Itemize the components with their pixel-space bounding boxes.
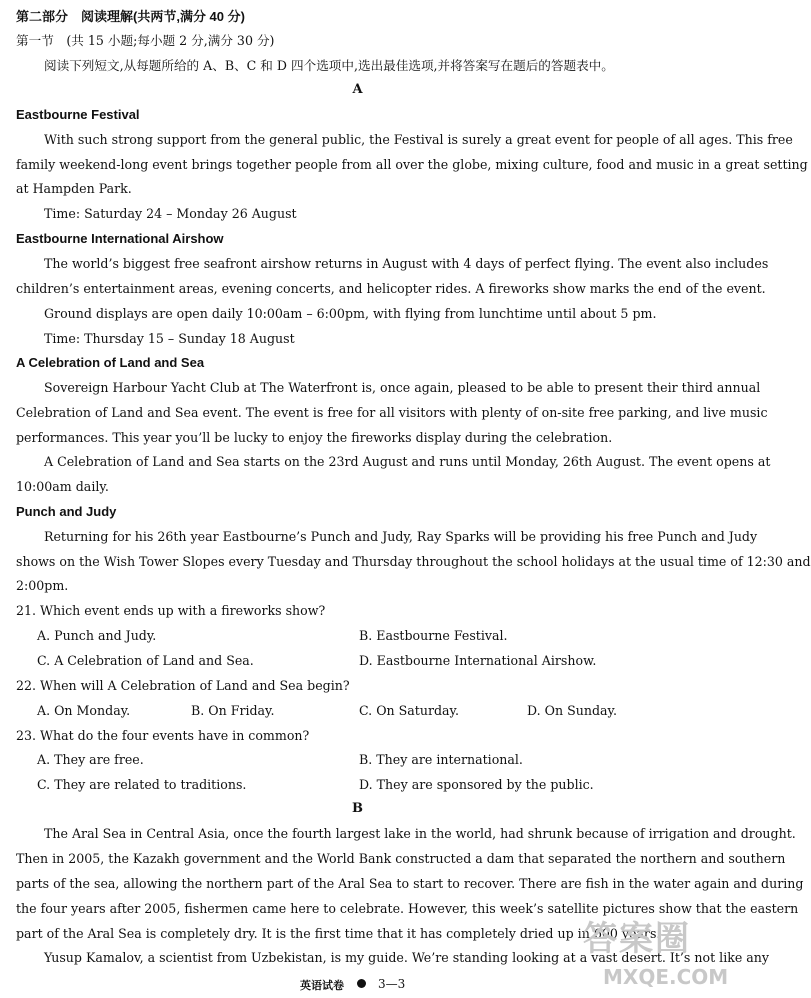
event-title: Punch and Judy bbox=[16, 504, 117, 519]
paragraph-line: Yusup Kamalov, a scientist from Uzbekistan, is my guide. We’re standing looking at a vast desert. It’s not like any bbox=[44, 950, 770, 965]
paragraph-line: family weekend-long event brings together people from all over the globe, mixing culture, food and music in a great setting bbox=[16, 157, 808, 172]
answer-option: A. They are free. bbox=[37, 752, 144, 767]
answer-option: A. Punch and Judy. bbox=[37, 628, 157, 643]
paragraph-line: parts of the sea, allowing the northern part of the Aral Sea to start to recover. There are fish in the water again and during bbox=[16, 876, 804, 891]
answer-option: C. They are related to traditions. bbox=[37, 777, 247, 792]
event-title: Eastbourne Festival bbox=[16, 107, 140, 122]
event-title: A Celebration of Land and Sea bbox=[16, 355, 205, 370]
answer-option: C. On Saturday. bbox=[359, 703, 459, 718]
paragraph-line: part of the Aral Sea is completely dry. It is the first time that it has completely dried up in 600 years. bbox=[16, 926, 661, 941]
paragraph-line: the four years after 2005, fishermen came here to celebrate. However, this week’s satellite pictures show that the eastern bbox=[16, 901, 799, 916]
paragraph-line: Sovereign Harbour Yacht Club at The Waterfront is, once again, pleased to be able to present their third annual bbox=[44, 380, 761, 395]
paragraph-line: 10:00am daily. bbox=[16, 479, 109, 494]
answer-option: D. They are sponsored by the public. bbox=[359, 777, 594, 792]
paragraph-line: 2:00pm. bbox=[16, 578, 69, 593]
passage-b-label: B bbox=[352, 801, 363, 816]
answer-option: B. Eastbourne Festival. bbox=[359, 628, 508, 643]
event-title: Eastbourne International Airshow bbox=[16, 231, 224, 246]
paragraph-line: shows on the Wish Tower Slopes every Tuesday and Thursday throughout the school holidays at the usual time of 12:30 and bbox=[16, 554, 811, 569]
passage-a-label: A bbox=[352, 82, 363, 97]
paragraph-line: performances. This year you’ll be lucky to enjoy the fireworks display during the celebration. bbox=[16, 430, 613, 445]
paragraph-line: Ground displays are open daily 10:00am – 6:00pm, with flying from lunchtime until about 5 pm. bbox=[44, 306, 657, 321]
event-time: Time: Saturday 24 – Monday 26 August bbox=[44, 206, 297, 221]
answer-option: D. On Sunday. bbox=[527, 703, 617, 718]
watermark-text: 答案圈 bbox=[583, 919, 691, 959]
answer-option: B. They are international. bbox=[359, 752, 523, 767]
paragraph-line: children’s entertainment areas, evening concerts, and helicopter rides. A fireworks show marks the end of the event. bbox=[16, 281, 766, 296]
question-stem: 23. What do the four events have in common? bbox=[16, 728, 310, 743]
section-heading: 第一节 (共 15 小题;每小题 2 分,满分 30 分) bbox=[16, 33, 275, 48]
paragraph-line: Then in 2005, the Kazakh government and the World Bank constructed a dam that separated the northern and southern bbox=[16, 851, 786, 866]
question-stem: 22. When will A Celebration of Land and Sea begin? bbox=[16, 678, 350, 693]
page-number: 3—3 bbox=[378, 977, 406, 991]
paragraph-line: at Hampden Park. bbox=[16, 181, 132, 196]
paragraph-line: Returning for his 26th year Eastbourne’s Punch and Judy, Ray Sparks will be providing his free Punch and Judy bbox=[44, 529, 758, 544]
paragraph-line: The Aral Sea in Central Asia, once the fourth largest lake in the world, had shrunk because of irrigation and drought. bbox=[44, 826, 796, 841]
answer-option: A. On Monday. bbox=[37, 703, 131, 718]
event-time: Time: Thursday 15 – Sunday 18 August bbox=[44, 331, 295, 346]
answer-option: B. On Friday. bbox=[191, 703, 275, 718]
paragraph-line: A Celebration of Land and Sea starts on the 23rd August and runs until Monday, 26th August. The event opens at bbox=[44, 454, 771, 469]
watermark-site: MXQE.COM bbox=[603, 965, 729, 989]
instruction: 阅读下列短文,从每题所给的 A、B、C 和 D 四个选项中,选出最佳选项,并将答案写在题后的答题表中。 bbox=[44, 58, 614, 73]
paragraph-line: Celebration of Land and Sea event. The event is free for all visitors with plenty of on-site free parking, and live music bbox=[16, 405, 768, 420]
paragraph-line: The world’s biggest free seafront airshow returns in August with 4 days of perfect flying. The event also includes bbox=[44, 256, 769, 271]
footer-title: 英语试卷 bbox=[300, 980, 344, 992]
paragraph-line: With such strong support from the general public, the Festival is surely a great event for people of all ages. This free bbox=[44, 132, 793, 147]
footer-dot-icon bbox=[357, 979, 366, 988]
question-stem: 21. Which event ends up with a fireworks show? bbox=[16, 603, 326, 618]
part-heading: 第二部分 阅读理解(共两节,满分 40 分) bbox=[16, 9, 245, 24]
answer-option: C. A Celebration of Land and Sea. bbox=[37, 653, 254, 668]
watermark-logo bbox=[575, 893, 729, 998]
answer-option: D. Eastbourne International Airshow. bbox=[359, 653, 597, 668]
